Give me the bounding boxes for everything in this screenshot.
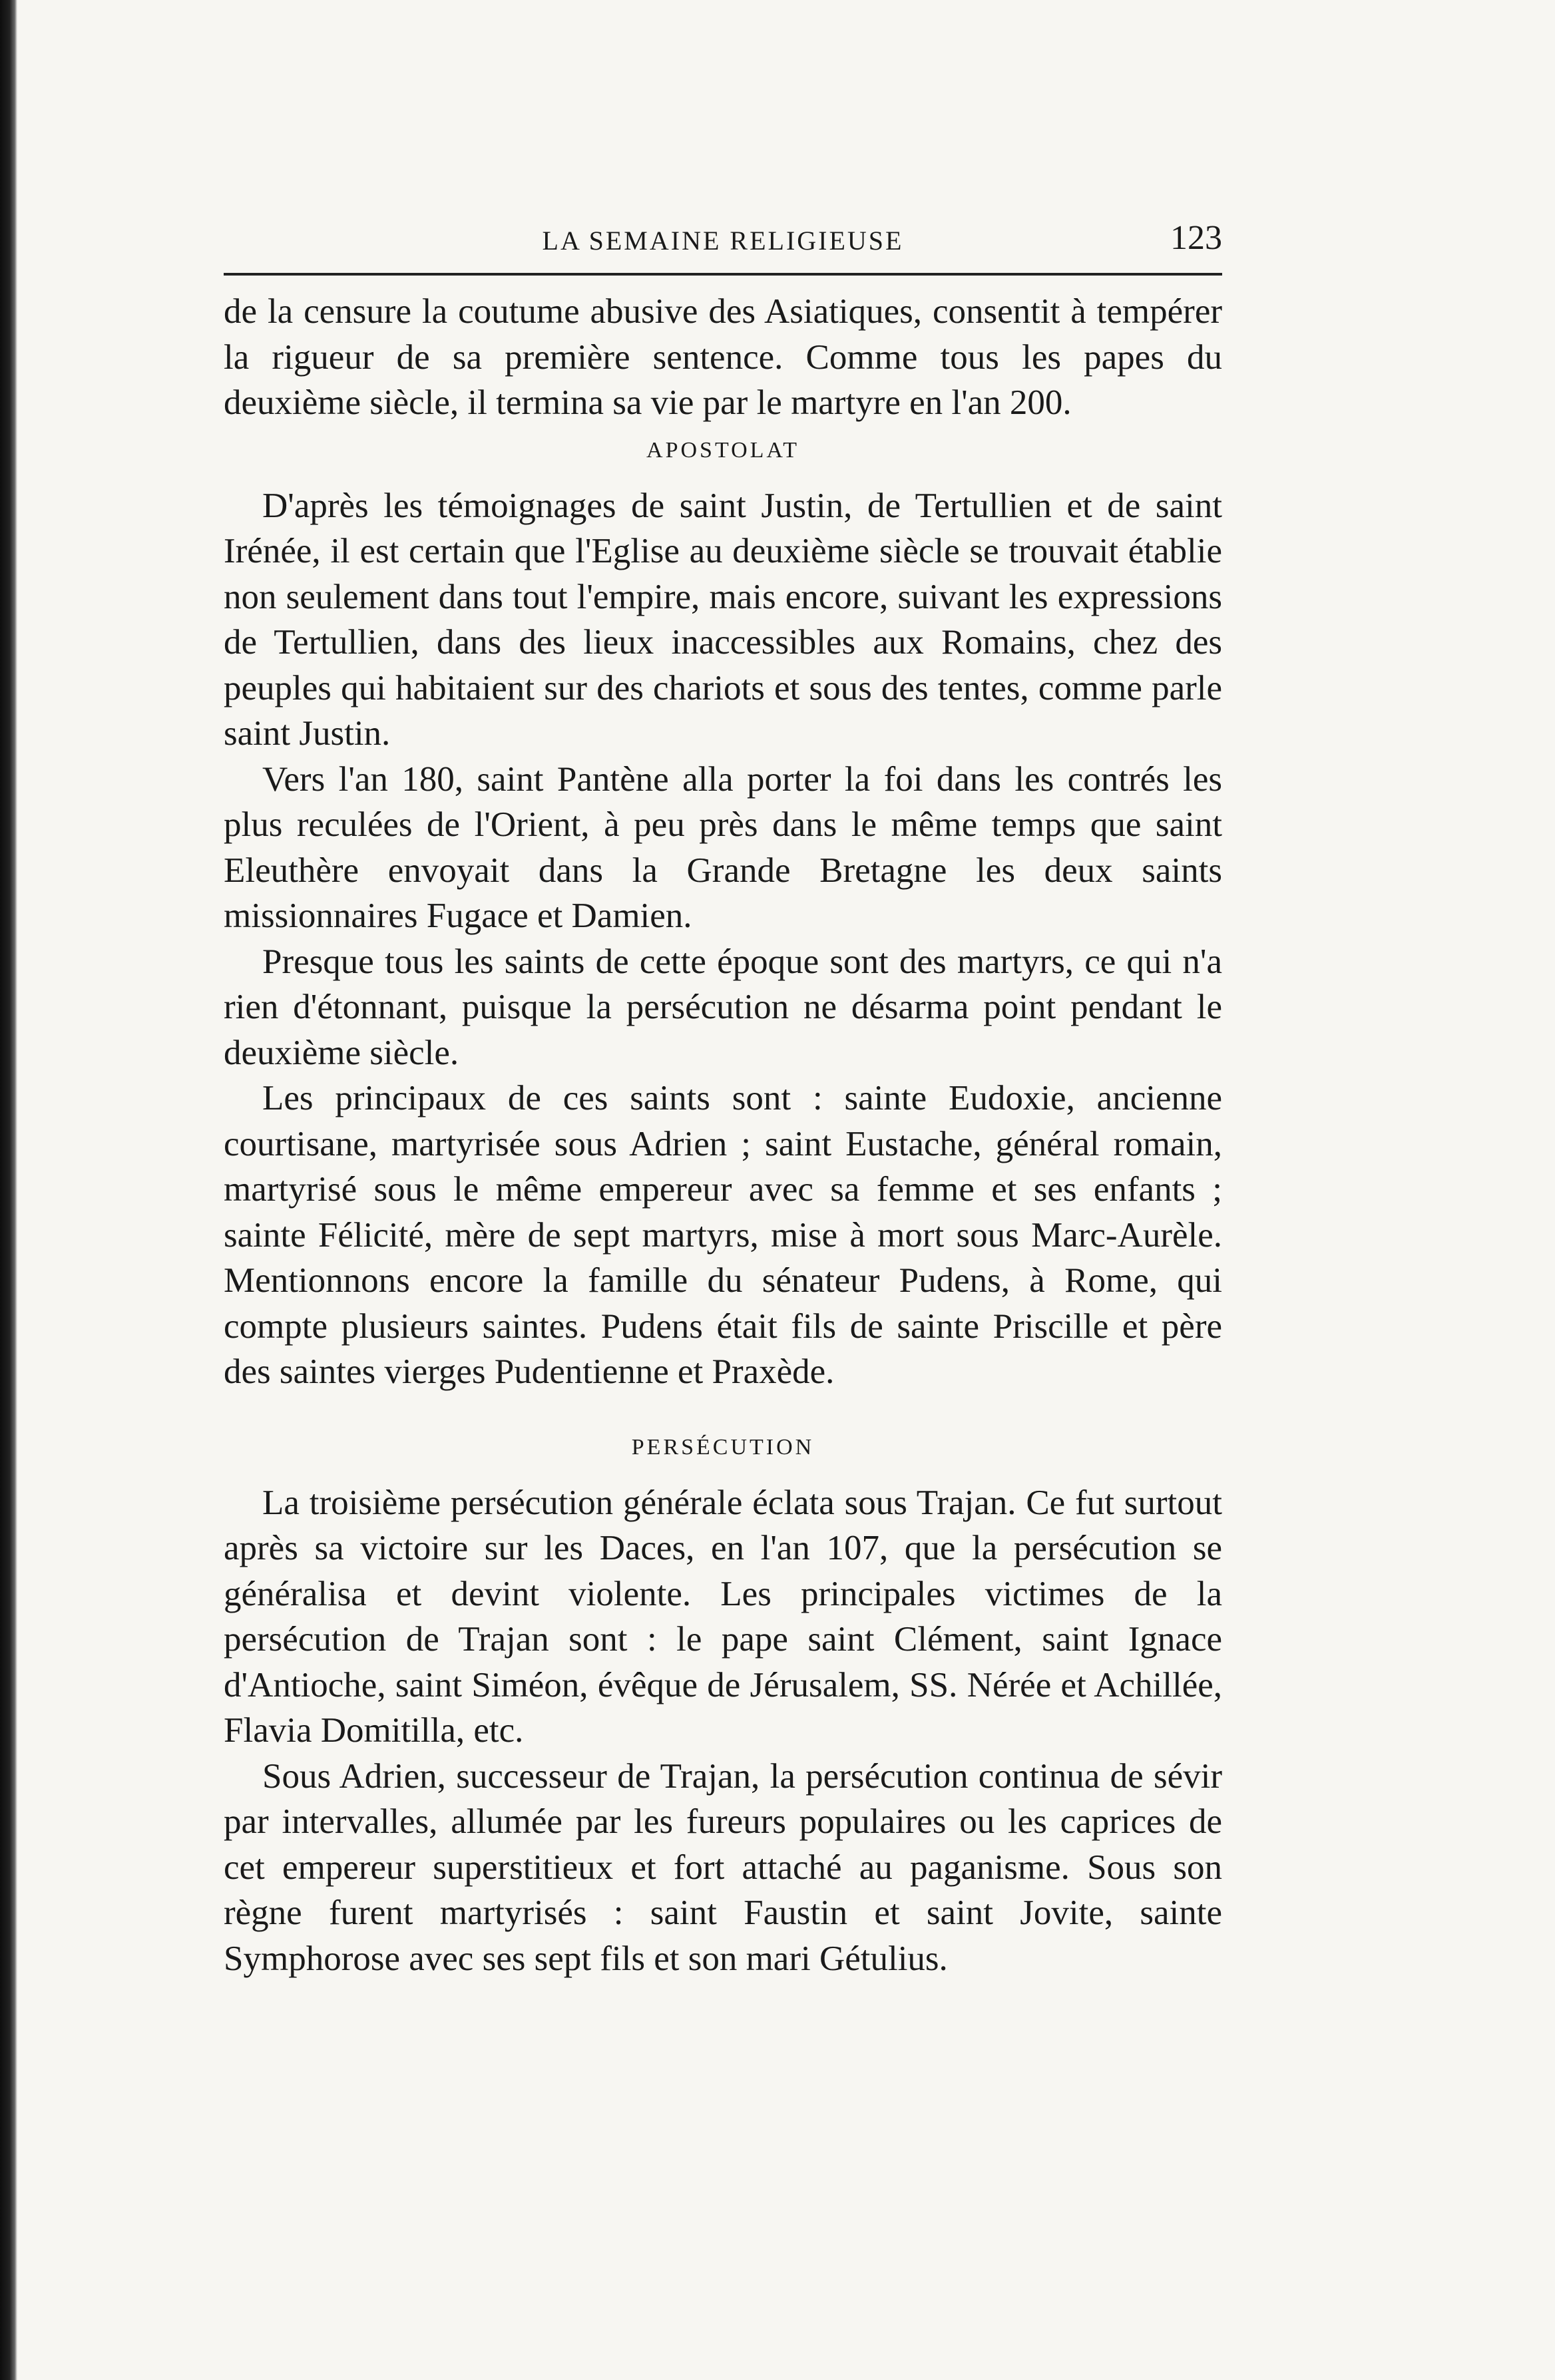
header-rule — [224, 273, 1222, 276]
paragraph-apostolat-3: Presque tous les saints de cette époque sont des martyrs, ce qui n'a rien d'étonnant, puisque la persécution ne désarma point pendant le deuxième siècle. — [224, 942, 1222, 1072]
paragraph-persecution-2: Sous Adrien, successeur de Trajan, la persécution continua de sévir par intervalles, allumée par les fureurs populaires ou les caprices de cet empereur superstitieux et fort attaché au paganisme. Sous son règne furent martyrisés : saint Faustin et saint Jovite, sainte Symphorose avec ses sept fils et son mari Gétulius. — [224, 1756, 1222, 1978]
section-title-apostolat: APOSTOLAT — [646, 437, 799, 463]
paragraph-persecution-1: La troisième persécution générale éclata sous Trajan. Ce fut surtout après sa victoire sur les Daces, en l'an 107, que la persécution se généralisa et devint violente. Les principales victimes de la persécution de Trajan sont : le pape saint Clément, saint Ignace d'Antioche, saint Siméon, évêque de Jérusalem, SS. Nérée et Achillée, Flavia Domitilla, etc. — [224, 1483, 1222, 1750]
paragraph-apostolat-2: Vers l'an 180, saint Pantène alla porter la foi dans les contrés les plus reculées de l'Orient, à peu près dans le même temps que saint Eleuthère envoyait dans la Grande Bretagne les deux saints missionnaires Fugace et Damien. — [224, 759, 1222, 935]
paragraph-apostolat-1: D'après les témoignages de saint Justin, de Tertullien et de saint Irénée, il est certain que l'Eglise au deuxième siècle se trouvait établie non seulement dans tout l'empire, mais encore, suivant les expressions de Tertullien, dans des lieux inaccessibles aux Romains, chez des peuples qui habitaient sur des chariots et sous des tentes, comme parle saint Justin. — [224, 486, 1222, 753]
paragraph-apostolat-4: Les principaux de ces saints sont : sainte Eudoxie, ancienne courtisane, martyrisée sous Adrien ; saint Eustache, général romain, martyrisé sous le même empereur avec sa femme et ses enfants ; sainte Félicité, mère de sept martyrs, mise à mort sous Marc-Aurèle. Mentionnons encore la famille du sénateur Pudens, à Rome, qui compte plusieurs saintes. Pudens était fils de sainte Priscille et père des saintes vierges Pudentienne et Praxède. — [224, 1079, 1222, 1391]
running-head — [224, 213, 1222, 269]
running-title: LA SEMAINE RELIGIEUSE — [542, 226, 904, 256]
binding-edge — [0, 0, 17, 2380]
page — [224, 213, 1222, 1981]
section-title-persecution: PERSÉCUTION — [631, 1434, 815, 1460]
paragraph-continuation: de la censure la coutume abusive des Asiatiques, consentit à tempérer la rigueur de sa première sentence. Comme tous les papes du deuxième siècle, il termina sa vie par le martyre en l'an 200. — [224, 292, 1222, 422]
page-number: 123 — [1170, 219, 1222, 257]
